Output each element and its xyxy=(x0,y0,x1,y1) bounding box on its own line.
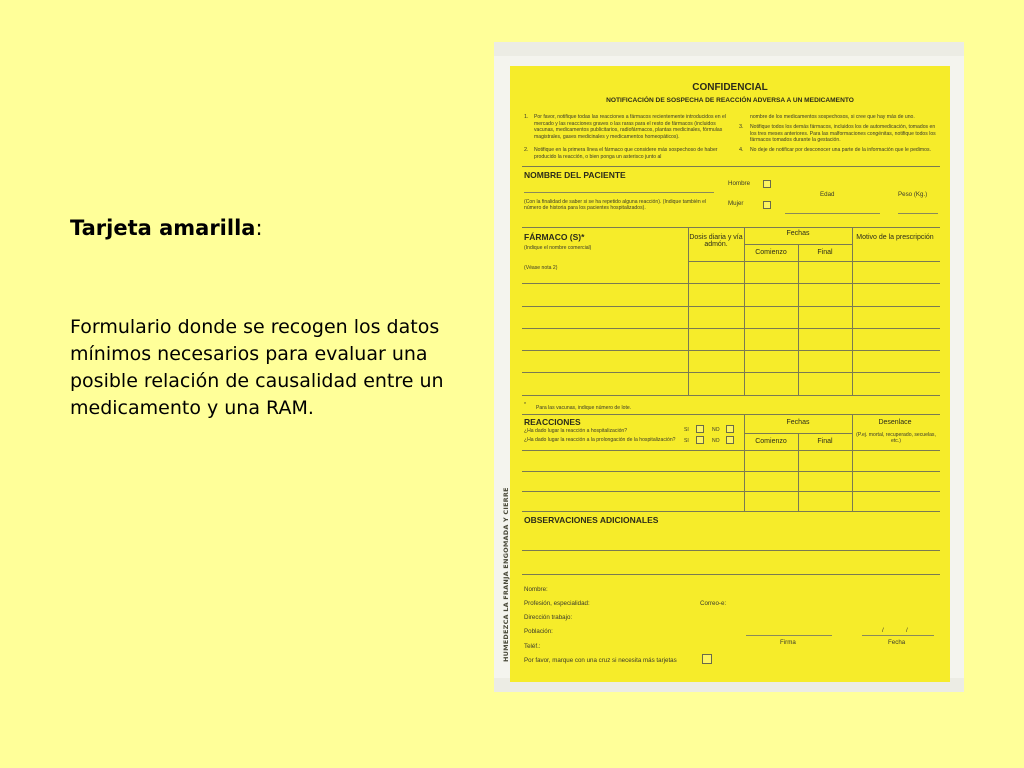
date-slash-1: / xyxy=(882,627,884,634)
age-label: Edad xyxy=(820,191,835,198)
patient-name-input[interactable] xyxy=(524,192,714,193)
drug-start-header: Comienzo xyxy=(755,249,787,256)
instruction-number: 2. xyxy=(524,147,529,153)
reaction-row xyxy=(522,491,940,492)
reason-header: Motivo de la prescripción xyxy=(856,234,934,241)
patient-note: (Con la finalidad de saber si se ha repetido alguna reacción). (Indique también el número de historia para los pacientes hospitalizados). xyxy=(524,199,707,211)
slide-title-text: Tarjeta amarilla xyxy=(70,216,256,240)
col-divider xyxy=(744,414,745,511)
instruction-number: 4. xyxy=(739,147,744,153)
drug-row xyxy=(522,372,940,373)
yes-label: SI xyxy=(684,438,689,444)
observations-line xyxy=(522,550,940,551)
col-divider xyxy=(688,227,689,395)
drug-end-header: Final xyxy=(817,249,833,256)
reaction-question-2: ¿Ha dado lugar la reacción a la prolongación de la hospitalización? xyxy=(524,437,676,443)
reaction-row xyxy=(522,471,940,472)
reaction-row xyxy=(522,511,940,512)
name-label: Nombre: xyxy=(524,586,548,593)
no-label: NO xyxy=(712,427,720,433)
more-cards-checkbox[interactable] xyxy=(702,654,712,664)
instruction-4: No deje de notificar por desconocer una parte de la información que le pedimos. xyxy=(750,147,931,153)
email-label: Correo-e: xyxy=(700,600,727,607)
no-label: NO xyxy=(712,438,720,444)
male-label: Hombre xyxy=(728,180,751,187)
col-divider xyxy=(744,227,745,395)
age-input[interactable] xyxy=(785,213,880,214)
col-divider xyxy=(852,227,853,395)
q1-yes-checkbox[interactable] xyxy=(696,425,704,433)
reaction-end-header: Final xyxy=(817,438,833,445)
instruction-1: Por favor, notifique todas las reacciones a fármacos recientemente introducidos en el mercado y las reacciones graves o las raras para el resto de fármacos (incluidos vacunas, medicamentos publicitarios, radiofármacos, plantas medicinales, fórmulas magistrales, gases medicinales y medicamentos homeopáticos). xyxy=(534,114,726,140)
outcome-header: Desenlace xyxy=(878,419,912,426)
drug-row xyxy=(522,395,940,396)
observations-label: OBSERVACIONES ADICIONALES xyxy=(524,515,659,525)
divider xyxy=(522,166,940,167)
reaction-question-1: ¿Ha dado lugar la reacción a hospitalización? xyxy=(524,428,628,434)
drug-row xyxy=(522,328,940,329)
reaction-dates-header: Fechas xyxy=(786,419,810,426)
form-subtitle: NOTIFICACIÓN DE SOSPECHA DE REACCIÓN ADVERSA A UN MEDICAMENTO xyxy=(606,97,854,104)
vaccine-asterisk: * xyxy=(524,402,526,408)
col-divider xyxy=(798,244,799,395)
q1-no-checkbox[interactable] xyxy=(726,425,734,433)
patient-name-label: NOMBRE DEL PACIENTE xyxy=(524,170,626,180)
drug-row xyxy=(522,306,940,307)
signature-line[interactable] xyxy=(746,635,832,636)
vaccine-note: Para las vacunas, indique número de lote. xyxy=(536,405,632,411)
date-line[interactable] xyxy=(862,635,934,636)
drugs-sub: (Indique el nombre comercial) xyxy=(524,245,592,251)
yellow-card-form xyxy=(510,66,950,682)
slide-title xyxy=(70,216,263,240)
workplace-label: Dirección trabajo: xyxy=(524,614,573,621)
drug-dates-header: Fechas xyxy=(786,230,810,237)
city-label: Población: xyxy=(524,628,553,635)
female-checkbox[interactable] xyxy=(763,201,771,209)
date-label: Fecha xyxy=(888,639,906,646)
drugs-label: FÁRMACO (S)* xyxy=(524,232,585,242)
drugs-note: (Véase nota 2) xyxy=(524,265,558,271)
divider xyxy=(522,450,940,451)
instruction-number: 3. xyxy=(739,124,744,130)
male-checkbox[interactable] xyxy=(763,180,771,188)
observations-line xyxy=(522,574,940,575)
outcome-sub: (P.ej. mortal, recuperado, secuelas, etc.) xyxy=(856,432,936,444)
divider xyxy=(522,414,940,415)
date-slash-2: / xyxy=(906,627,908,634)
slide-description: Formulario donde se recogen los datos mínimos necesarios para evaluar una posible relación de causalidad entre un medicamento y una RAM. xyxy=(70,316,444,419)
profession-label: Profesión, especialidad: xyxy=(524,600,590,607)
weight-label: Peso (Kg.) xyxy=(898,191,928,198)
reactions-label: REACCIONES xyxy=(524,417,581,427)
drug-row xyxy=(522,283,940,284)
drug-row xyxy=(522,350,940,351)
divider xyxy=(688,261,940,262)
divider xyxy=(522,227,940,228)
yes-label: SI xyxy=(684,427,689,433)
q2-yes-checkbox[interactable] xyxy=(696,436,704,444)
instruction-2: Notifique en la primera línea el fármaco que considere más sospechoso de haber producido la reacción, o bien ponga un asterisco junto al xyxy=(534,147,718,160)
card-top-edge xyxy=(494,42,964,56)
q2-no-checkbox[interactable] xyxy=(726,436,734,444)
instruction-3: Notifique todos los demás fármacos, incluidos los de automedicación, tomados en los tres meses anteriores. Para las malformaciones congénitas, notifique todos los fármacos tomados durante la gestación. xyxy=(750,124,936,144)
more-cards-label: Por favor, marque con una cruz si necesita más tarjetas xyxy=(524,657,677,664)
yellow-card-image xyxy=(494,42,964,692)
col-divider xyxy=(852,414,853,511)
female-label: Mujer xyxy=(728,200,744,207)
form-title: CONFIDENCIAL xyxy=(692,82,768,93)
weight-input[interactable] xyxy=(898,213,938,214)
reaction-start-header: Comienzo xyxy=(755,438,787,445)
side-strip-text: HUMEDEZCA LA FRANJA ENGOMADA Y CIERRE xyxy=(502,487,510,662)
instruction-number: 1. xyxy=(524,114,529,120)
phone-label: Teléf.: xyxy=(524,643,541,650)
dose-header: Dosis diaria y vía admón. xyxy=(689,234,743,248)
slide-title-colon: : xyxy=(255,216,263,240)
signature-label: Firma xyxy=(780,639,796,646)
instruction-2-cont: nombre de los medicamentos sospechosos, si cree que hay más de uno. xyxy=(750,114,915,120)
col-divider xyxy=(798,433,799,511)
